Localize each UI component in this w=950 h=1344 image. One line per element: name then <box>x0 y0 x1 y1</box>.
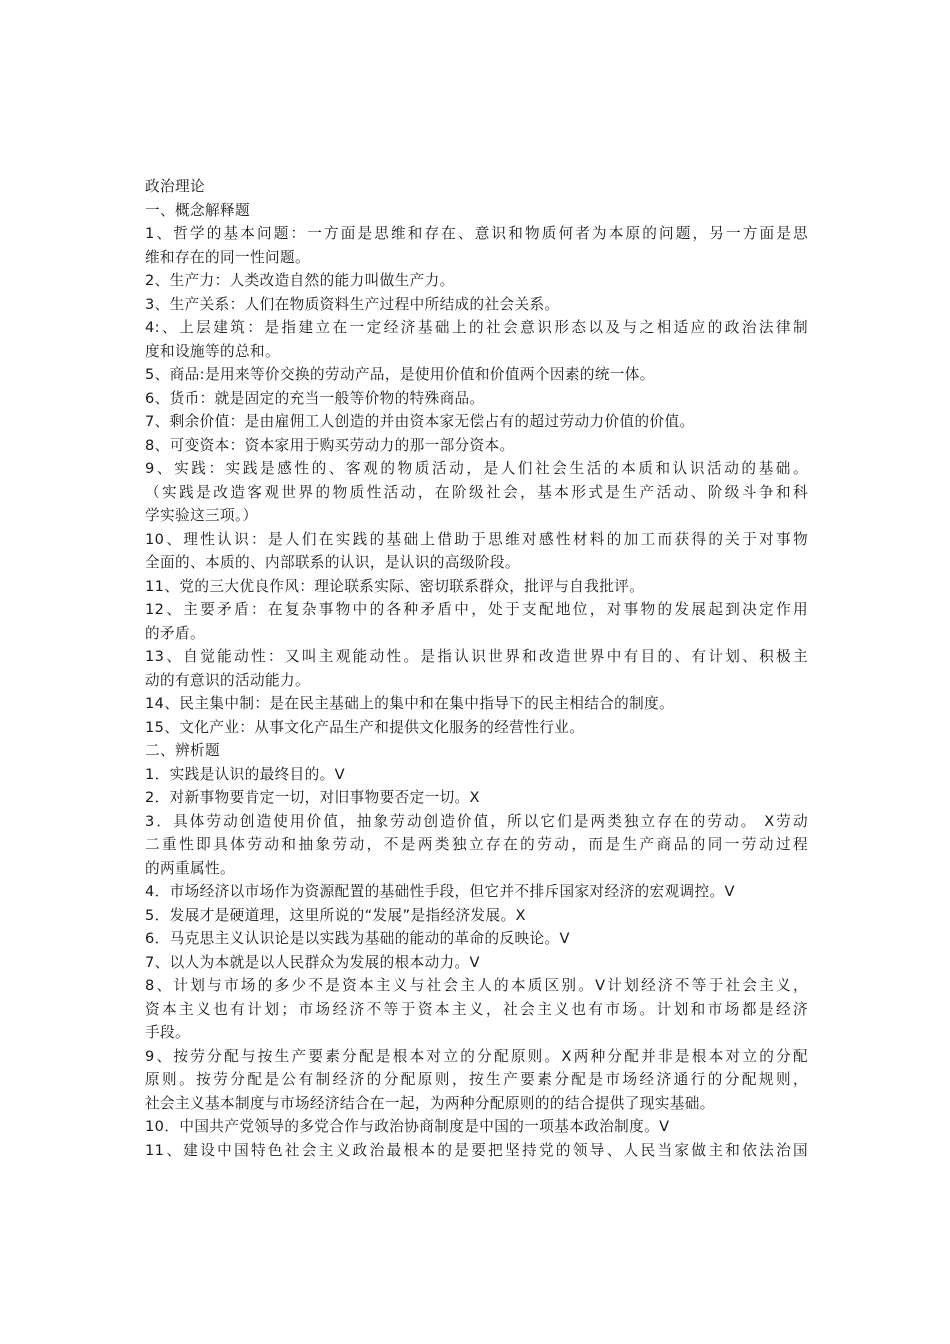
text-line: 6．马克思主义认识论是以实践为基础的能动的革命的反映论。V <box>145 930 570 947</box>
text-line: 1、哲学的基本问题：一方面是思维和存在、意识和物质何者为本原的问题，另一方面是思 <box>145 225 808 242</box>
text-line: 12、主要矛盾：在复杂事物中的各种矛盾中，处于支配地位，对事物的发展起到决定作用 <box>145 601 808 618</box>
text-line: 二、辨析题 <box>145 742 220 759</box>
text-line: 13、自觉能动性：又叫主观能动性。是指认识世界和改造世界中有目的、有计划、积极主 <box>145 648 808 665</box>
text-line: 资本主义也有计划；市场经济不等于资本主义，社会主义也有市场。计划和市场都是经济 <box>145 1000 808 1018</box>
text-line: 的矛盾。 <box>145 624 205 642</box>
text-line: 二重性即具体劳动和抽象劳动，不是两类独立存在的劳动，而是生产商品的同一劳动过程 <box>145 836 808 853</box>
text-line: 3．具体劳动创造使用价值，抽象劳动创造价值，所以它们是两类独立存在的劳动。 X劳动 <box>145 812 808 830</box>
text-line: 5．发展才是硬道理，这里所说的“发展”是指经济发展。X <box>145 906 526 924</box>
text-line: 7、以人为本就是以人民群众为发展的根本动力。V <box>145 953 480 971</box>
text-line: 14、民主集中制：是在民主基础上的集中和在集中指导下的民主相结合的制度。 <box>145 695 675 712</box>
text-line: 4:、上层建筑：是指建立在一定经济基础上的社会意识形态以及与之相适应的政治法律制 <box>145 319 808 336</box>
text-line: 一、概念解释题 <box>145 201 250 219</box>
text-line: 1．实践是认识的最终目的。V <box>145 765 345 783</box>
text-line: 3、生产关系：人们在物质资料生产过程中所结成的社会关系。 <box>145 295 560 313</box>
text-line: 手段。 <box>145 1024 190 1041</box>
text-line: 9、按劳分配与按生产要素分配是根本对立的分配原则。X两种分配并非是根本对立的分配 <box>145 1047 808 1065</box>
text-line: 10．中国共产党领导的多党合作与政治协商制度是中国的一项基本政治制度。V <box>145 1118 670 1135</box>
text-line: 动的有意识的活动能力。 <box>145 671 310 689</box>
text-line: 2．对新事物要肯定一切，对旧事物要否定一切。X <box>145 789 480 806</box>
text-line: 社会主义基本制度与市场经济结合在一起，为两种分配原则的的结合提供了现实基础。 <box>145 1094 715 1112</box>
text-line: 6、货币：就是固定的充当一般等价物的特殊商品。 <box>145 389 485 407</box>
text-line: 11、建设中国特色社会主义政治最根本的是要把坚持党的领导、人民当家做主和依法治国 <box>145 1141 808 1159</box>
text-line: 度和设施等的总和。 <box>145 342 280 360</box>
text-line: 5、商品:是用来等价交换的劳动产品，是使用价值和价值两个因素的统一体。 <box>145 366 655 383</box>
text-line: 11、党的三大优良作风：理论联系实际、密切联系群众，批评与自我批评。 <box>145 577 645 595</box>
text-line: 原则。按劳分配是公有制经济的分配原则，按生产要素分配是市场经济通行的分配规则， <box>145 1071 808 1088</box>
text-line: 2、生产力：人类改造自然的能力叫做生产力。 <box>145 272 455 289</box>
text-line: 全面的、本质的、内部联系的认识，是认识的高级阶段。 <box>145 554 520 571</box>
document-title: 政治理论 <box>145 178 205 195</box>
text-line: 15、文化产业：从事文化产品生产和提供文化服务的经营性行业。 <box>145 718 585 736</box>
text-line: 学实验这三项。） <box>145 507 258 524</box>
text-line: （实践是改造客观世界的物质性活动，在阶级社会，基本形式是生产活动、阶级斗争和科 <box>145 483 808 501</box>
text-line: 8、可变资本：资本家用于购买劳动力的那一部分资本。 <box>145 436 515 454</box>
text-line: 9、实践：实践是感性的、客观的物质活动，是人们社会生活的本质和认识活动的基础。 <box>145 460 808 477</box>
text-line: 维和存在的同一性问题。 <box>145 248 310 266</box>
text-line: 4．市场经济以市场作为资源配置的基础性手段，但它并不排斥国家对经济的宏观调控。V <box>145 883 735 900</box>
text-line: 7、剩余价值：是由雇佣工人创造的并由资本家无偿占有的超过劳动力价值的价值。 <box>145 413 695 430</box>
text-line: 10、理性认识：是人们在实践的基础上借助于思维对感性材料的加工而获得的关于对事物 <box>145 530 808 548</box>
text-line: 8、计划与市场的多少不是资本主义与社会主人的本质区别。V计划经济不等于社会主义， <box>145 977 808 994</box>
text-line: 的两重属性。 <box>145 859 235 877</box>
